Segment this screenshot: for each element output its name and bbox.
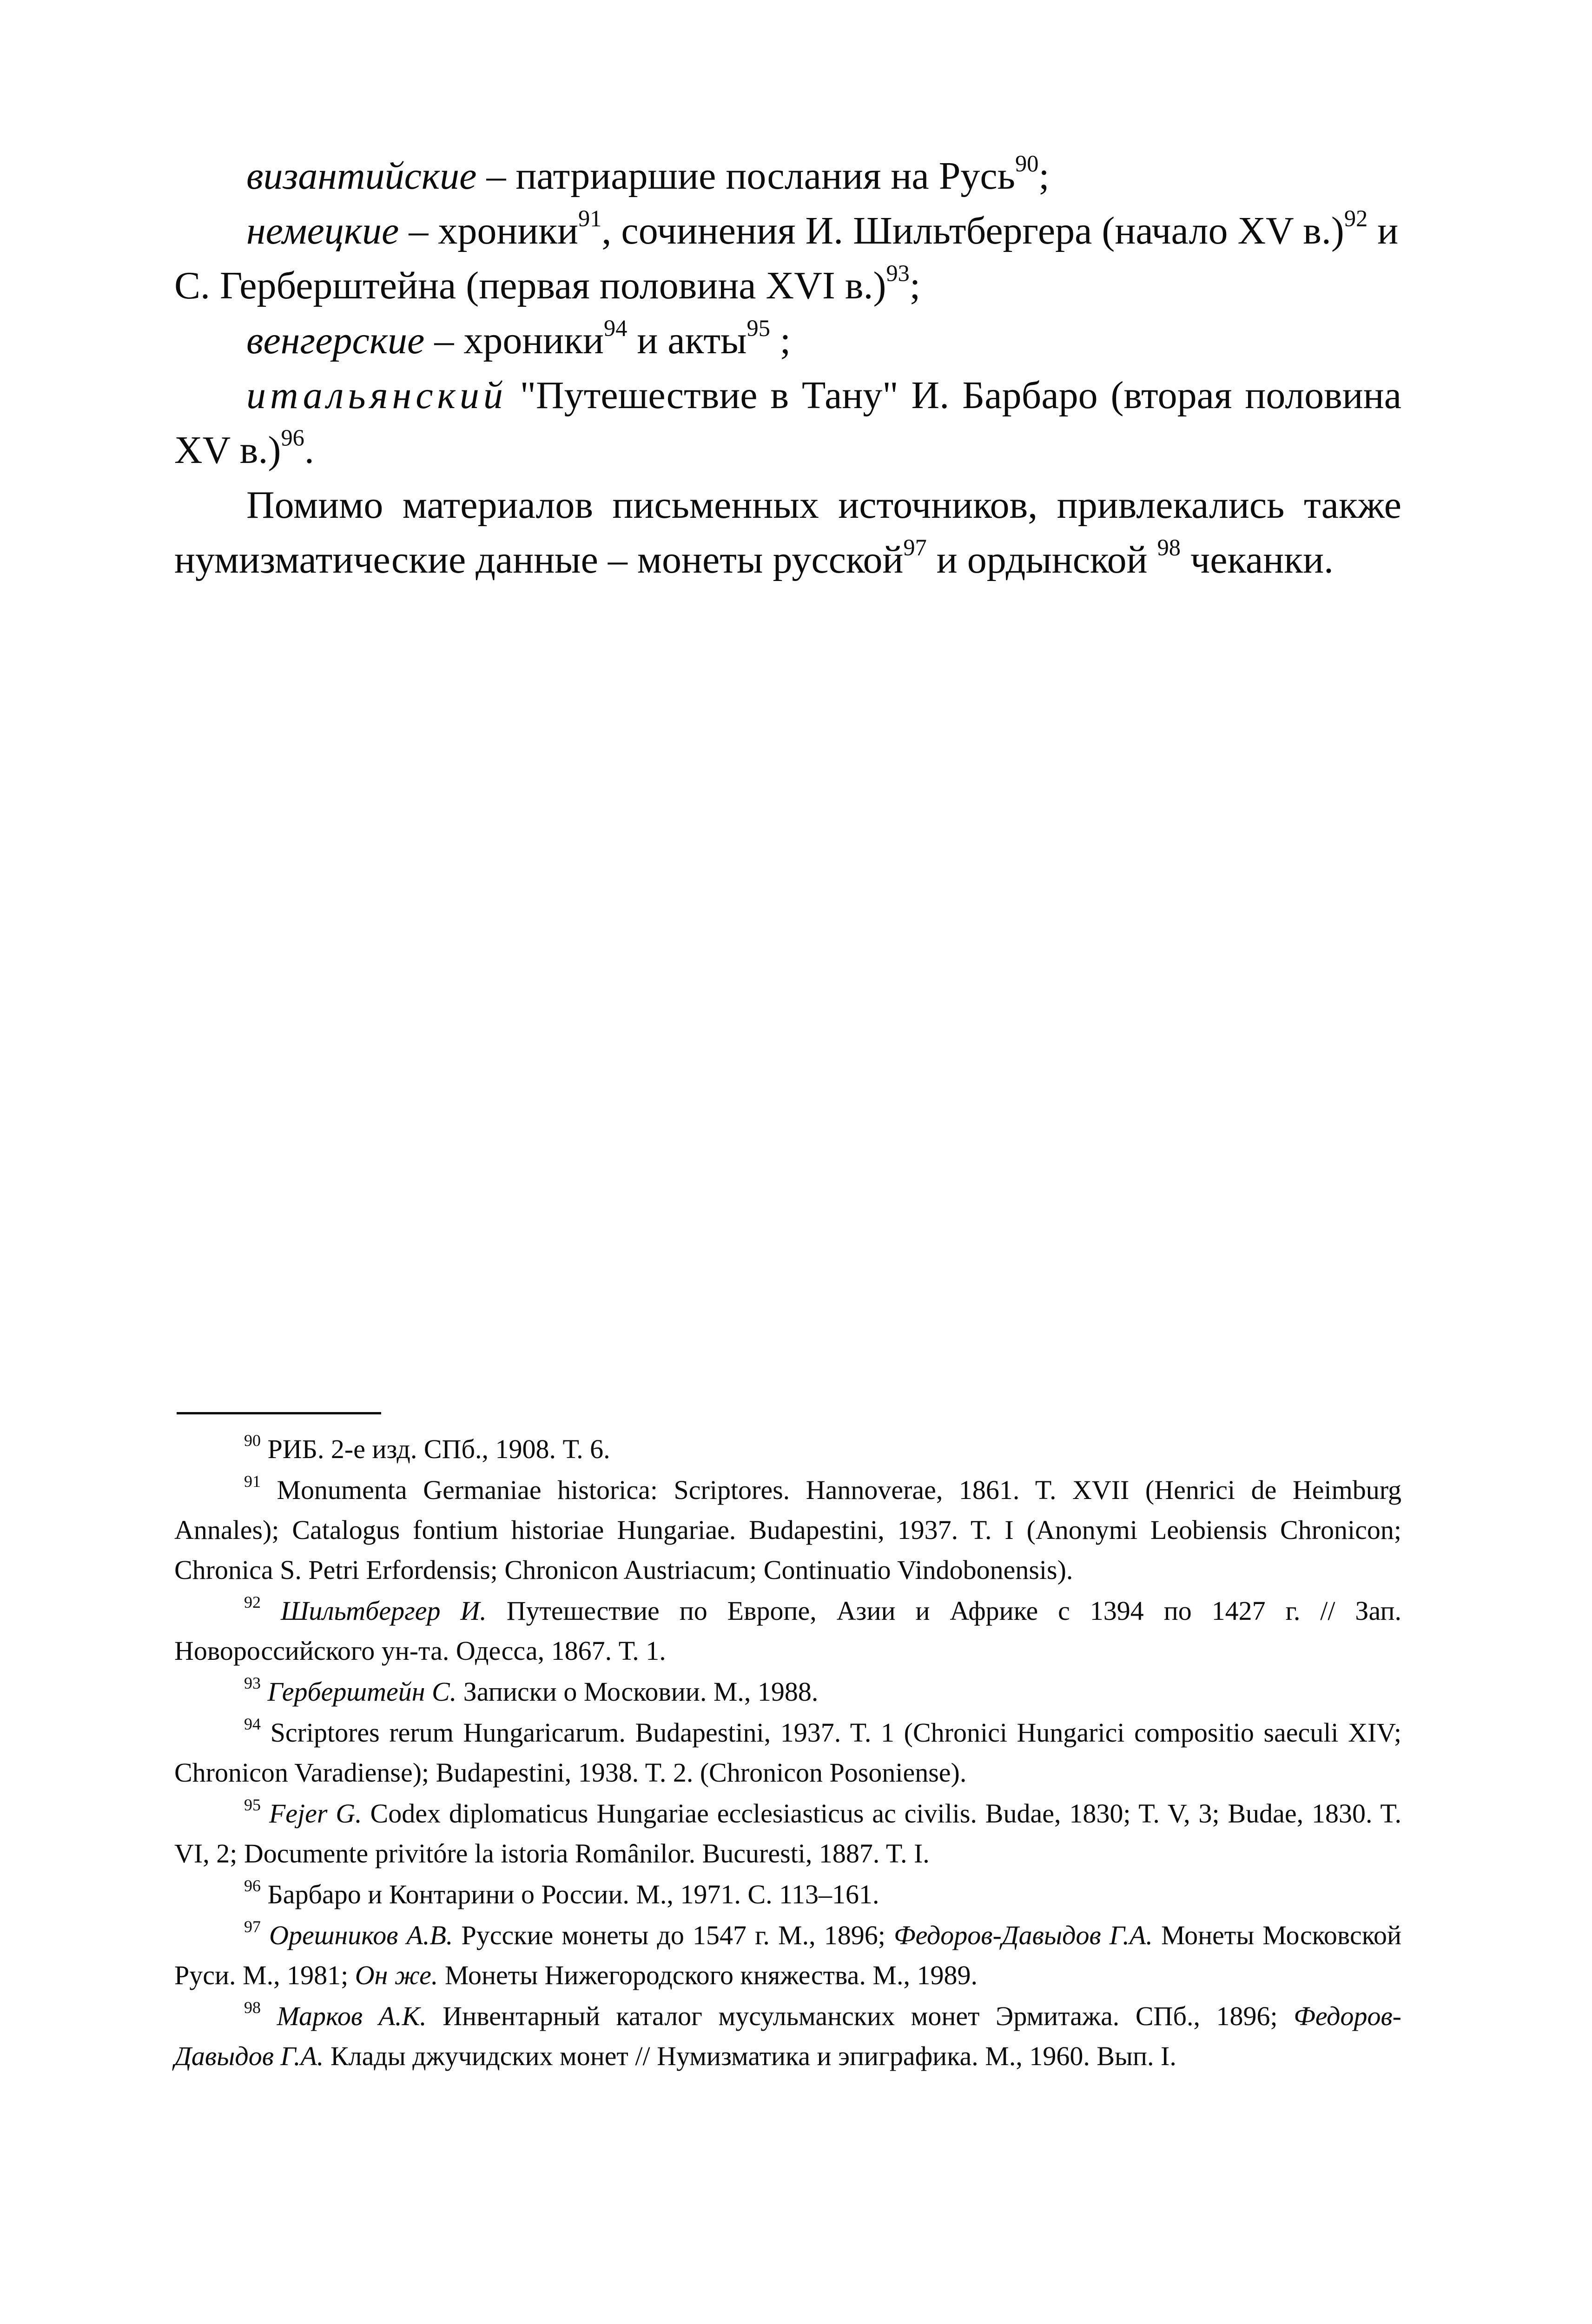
footnote-94: $^{94}$ Scriptores rerum Hungaricarum. Budapestini, 1937. T. 1 (Chronici Hungarici compositio saeculi XIV; Chronicon Varadiense); Budapestini, 1938. T. 2. (Chronicon Posoniense). xyxy=(174,1715,1401,1788)
source-line-hungarian: венгерские – хроники$^{94}$ и акты$^{95}$ ; xyxy=(246,315,791,362)
footnote-90: $^{90}$ РИБ. 2-е изд. СПб., 1908. Т. 6. xyxy=(244,1431,610,1464)
numismatic-paragraph: Помимо материалов письменных источников, привлекались также нумизматические данные – монеты русской$^{97}$ и ордынской $^{98}$ чеканки. xyxy=(174,483,1401,581)
footnote-ref[interactable]: 91 xyxy=(578,205,602,232)
footnote-95: $^{95}$ Fejer G. Codex diplomaticus Hungariae ecclesiasticus ac civilis. Budae, 1830; T. V, 3; Budae, 1830. T. VI, 2; Documente privitóre la istoria Romȃnilor. Bucuresti, 1887. T. I. xyxy=(174,1796,1401,1868)
footnote-separator xyxy=(177,1412,381,1414)
footnote-ref[interactable]: 94 xyxy=(604,315,628,342)
footnote-ref[interactable]: 92 xyxy=(1344,205,1368,232)
source-line-italian: итальянский "Путешествие в Тану" И. Барбаро (вторая половина XV в.)$^{96}$. xyxy=(174,374,1401,472)
source-line-german: немецкие – хроники$^{91}$, сочинения И. Шильтбергера (начало XV в.)$^{92}$ и С. Герберштейна (первая половина XVI в.)$^{93}$; xyxy=(174,205,1399,307)
source-line-byzantine: византийские – патриаршие послания на Русь$^{90}$; xyxy=(246,151,1050,198)
footnote-ref[interactable]: 96 xyxy=(281,425,304,451)
footnote-96: $^{96}$ Барбаро и Контарини о России. М., 1971. С. 113–161. xyxy=(244,1876,879,1909)
footnote-97: $^{97}$ Орешников А.В. Русские монеты до 1547 г. М., 1896; Федоров-Давыдов Г.А. Монеты Московской Руси. М., 1981; Он же. Монеты Нижегородского княжества. М., 1989. xyxy=(174,1917,1401,1990)
footnote-ref[interactable]: 97 xyxy=(903,535,927,561)
footnote-98: $^{98}$ Марков А.К. Инвентарный каталог мусульманских монет Эрмитажа. СПб., 1896; Федоров-Давыдов Г.А. Клады джучидских монет // Нумизматика и эпиграфика. М., 1960. Вып. I. xyxy=(174,1998,1401,2071)
footnote-92: $^{92}$ Шильтбергер И. Путешествие по Европе, Азии и Африке с 1394 по 1427 г. // Зап. Новороссийского ун-та. Одесса, 1867. Т. 1. xyxy=(174,1593,1401,1666)
footnote-93: $^{93}$ Герберштейн С. Записки о Московии. М., 1988. xyxy=(244,1674,819,1707)
footnote-ref[interactable]: 98 xyxy=(1157,535,1181,561)
footnote-91: $^{91}$ Monumenta Germaniae historica: Scriptores. Hannoverae, 1861. T. XVII (Henrici de Heimburg Annales); Catalogus fontium historiae Hungariae. Budapestini, 1937. T. I (Anonymi Leobiensis Chronicon; Chronica S. Petri Erfordensis; Chronicon Austriacum; Continuatio Vindobonensis). xyxy=(174,1472,1401,1585)
footnote-ref[interactable]: 95 xyxy=(746,315,770,342)
footnotes xyxy=(174,1429,1401,2077)
footnote-ref[interactable]: 93 xyxy=(886,260,910,287)
footnote-ref[interactable]: 90 xyxy=(1015,151,1039,177)
main-text xyxy=(174,149,1401,588)
